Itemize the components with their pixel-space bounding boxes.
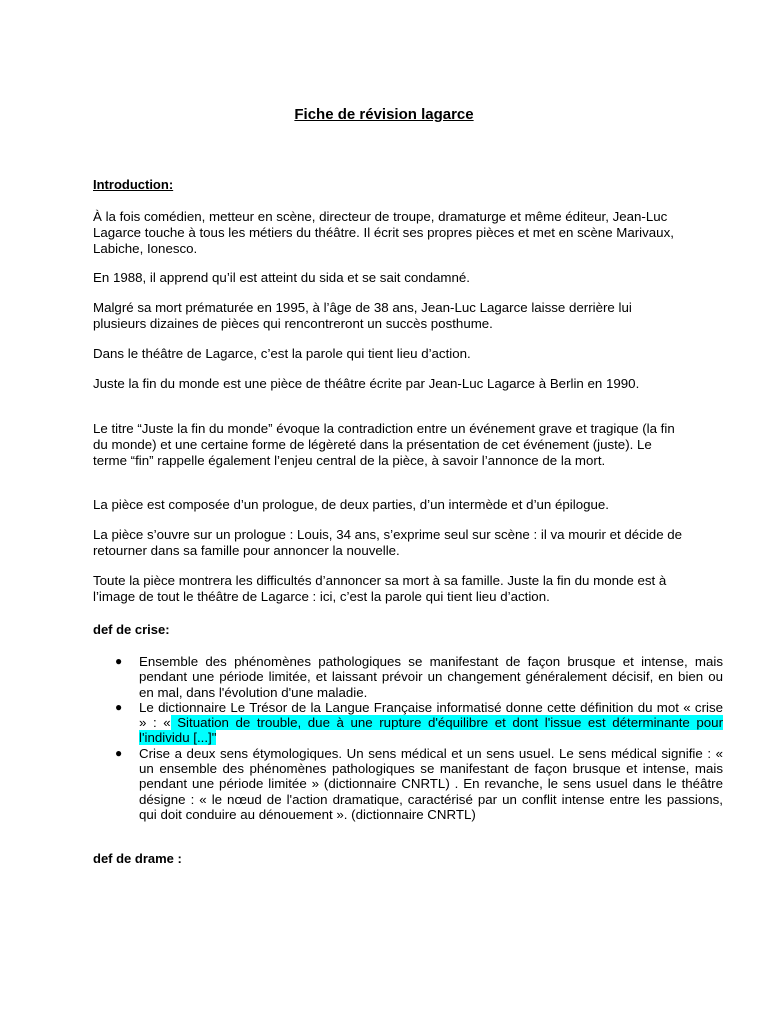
paragraph-structure: La pièce est composée d’un prologue, de deux parties, d’un intermède et d’un épilogue.	[93, 497, 609, 512]
list-item	[93, 654, 723, 700]
crise-heading: def de crise:	[93, 622, 170, 637]
paragraph-career: À la fois comédien, metteur en scène, directeur de troupe, dramaturge et même éditeur, Jean-Luc Lagarce touche à tous les métiers du théâtre. Il écrit ses propres pièces et met en scène Marivaux, Labiche, Ionesco.	[93, 209, 674, 256]
paragraph-illness: En 1988, il apprend qu’il est atteint du sida et se sait condamné.	[93, 270, 470, 285]
bullet-icon: ●	[115, 654, 123, 668]
paragraph-parole: Dans le théâtre de Lagarce, c’est la parole qui tient lieu d’action.	[93, 346, 471, 361]
intro-heading: Introduction:	[93, 177, 174, 192]
paragraph-play-origin: Juste la fin du monde est une pièce de théâtre écrite par Jean-Luc Lagarce à Berlin en 1990.	[93, 376, 640, 391]
bullet-text-tlfi: Le dictionnaire Le Trésor de la Langue Française informatisé donne cette définition du mot « crise » : «	[139, 699, 723, 731]
bullet-text-medical: Ensemble des phénomènes pathologiques se manifestant de façon brusque et intense, mais pendant une période limitée, et laissant prévoir un changement généralement décisif, en bien ou en mal, dans l'évolution d'une maladie.	[139, 654, 723, 700]
bullet-icon: ●	[115, 745, 123, 760]
paragraph-prologue: La pièce s’ouvre sur un prologue : Louis, 34 ans, s’exprime seul sur scène : il va mourir et décide de retourner dans sa famille pour annoncer la nouvelle.	[93, 527, 683, 558]
paragraph-title-meaning: Le titre “Juste la fin du monde” évoque la contradiction entre un événement grave et tragique (la fin du monde) et une certaine forme de légèreté dans la présentation de cet événement (juste). Le terme “fin” rappelle également l’enjeu central de la pièce, à savoir l’annonce de la mort.	[93, 421, 675, 468]
bullet-icon: ●	[115, 699, 123, 714]
drame-heading: def de drame :	[93, 851, 182, 866]
list-item	[93, 700, 723, 746]
highlighted-quote: Situation de trouble, due à une rupture d'équilibre et dont l'issue est déterminante pour l'individu [...]"	[139, 715, 724, 746]
list-item	[93, 746, 723, 822]
paragraph-death: Malgré sa mort prématurée en 1995, à l’âge de 38 ans, Jean-Luc Lagarce laisse derrière lui plusieurs dizaines de pièces qui rencontreront un succès posthume.	[93, 300, 632, 331]
paragraph-announcement: Toute la pièce montrera les difficultés d’annoncer sa mort à sa famille. Juste la fin du monde est à l’image de tout le théâtre de Lagarce : ici, c’est la parole qui tient lieu d’action.	[93, 573, 667, 604]
page-title: Fiche de révision lagarce	[294, 106, 474, 123]
crise-definition-list	[93, 654, 723, 822]
bullet-text-etymology: Crise a deux sens étymologiques. Un sens médical et un sens usuel. Le sens médical signifie : « un ensemble des phénomènes pathologiques se manifestant de façon brusque et intense, mais pendant une période limitée » (dictionnaire CNRTL) . En revanche, le sens usuel dans le théâtre désigne : « le nœud de l'action dramatique, caractérisé par un conflit intense entre les passions, qui doit conduire au dénouement ». (dictionnaire CNRTL)	[139, 745, 723, 822]
